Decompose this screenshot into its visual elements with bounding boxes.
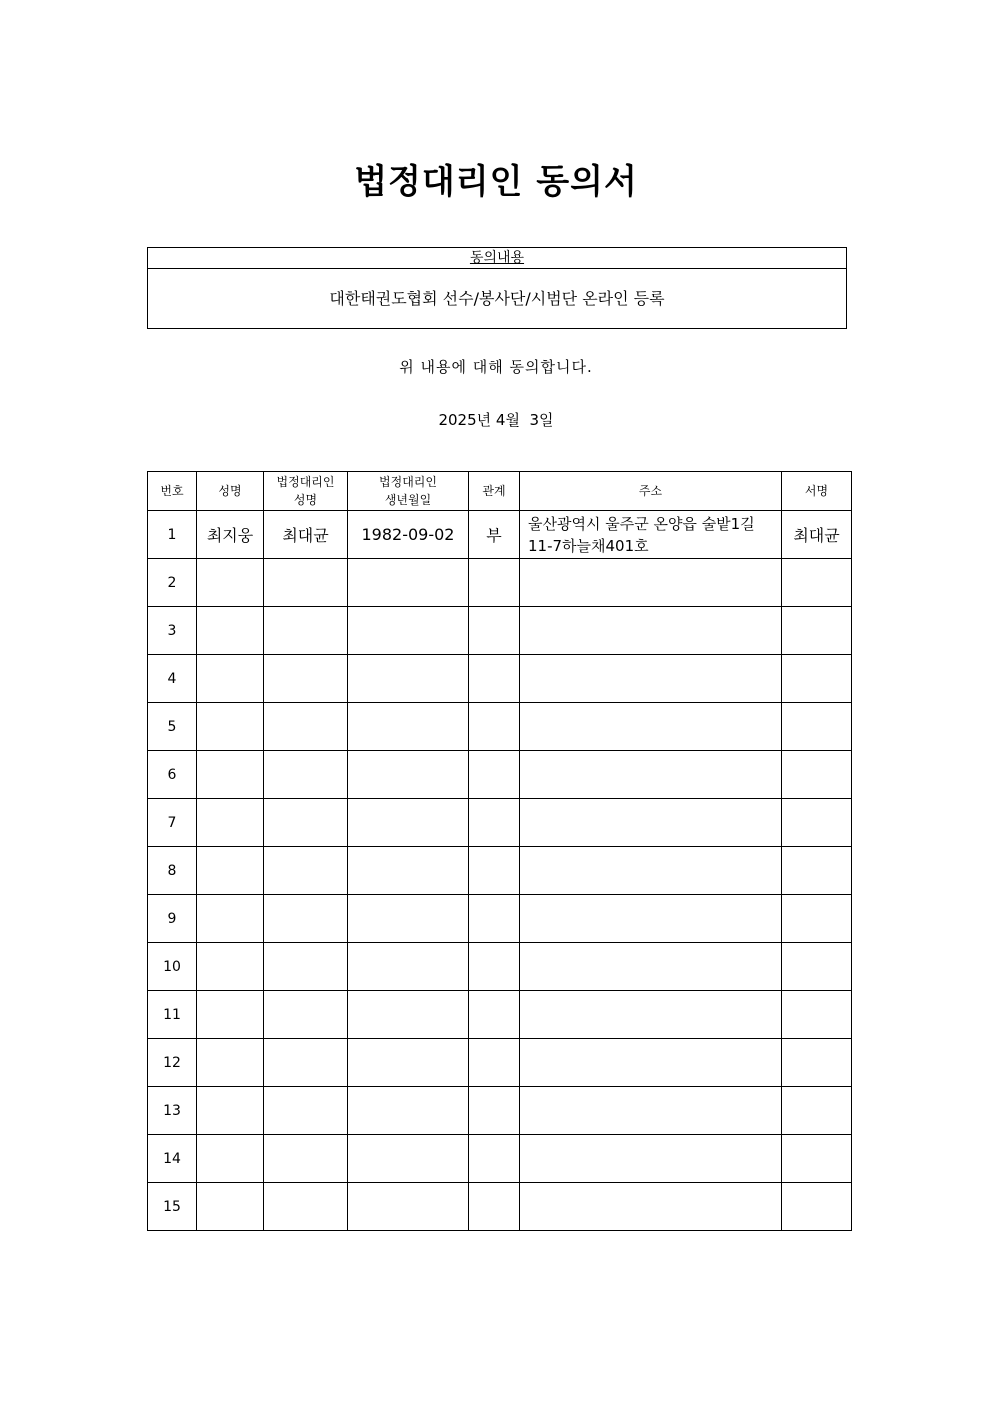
cell-number: 4 <box>148 655 197 703</box>
cell-guardian-name <box>264 1039 348 1087</box>
cell-signature <box>782 607 852 655</box>
header-relation: 관계 <box>469 472 520 511</box>
cell-relation <box>469 943 520 991</box>
cell-guardian-name <box>264 847 348 895</box>
cell-guardian-birth <box>348 751 469 799</box>
cell-number: 10 <box>148 943 197 991</box>
cell-signature <box>782 1087 852 1135</box>
cell-signature <box>782 1039 852 1087</box>
cell-guardian-name <box>264 1183 348 1231</box>
cell-name <box>197 1183 264 1231</box>
table-row <box>148 1039 852 1087</box>
cell-relation <box>469 1183 520 1231</box>
header-guardian-birth <box>348 472 469 511</box>
cell-signature <box>782 1135 852 1183</box>
cell-relation <box>469 1087 520 1135</box>
table-row <box>148 1135 852 1183</box>
cell-address <box>520 655 782 703</box>
cell-name <box>197 607 264 655</box>
header-address: 주소 <box>520 472 782 511</box>
table-row <box>148 847 852 895</box>
cell-guardian-birth <box>348 991 469 1039</box>
table-body <box>148 511 852 1231</box>
cell-name <box>197 943 264 991</box>
cell-address <box>520 559 782 607</box>
cell-relation <box>469 799 520 847</box>
cell-address: 울산광역시 울주군 온양읍 술밭1길 11-7하늘채401호 <box>520 511 782 559</box>
table-row <box>148 559 852 607</box>
cell-address <box>520 703 782 751</box>
cell-guardian-name <box>264 703 348 751</box>
cell-signature <box>782 1183 852 1231</box>
agree-statement: 위 내용에 대해 동의합니다. <box>399 358 593 376</box>
cell-signature <box>782 895 852 943</box>
cell-number: 11 <box>148 991 197 1039</box>
cell-address <box>520 1183 782 1231</box>
header-guardian-name <box>264 472 348 511</box>
cell-relation <box>469 895 520 943</box>
cell-name <box>197 751 264 799</box>
header-guardian-name-line2: 성명 <box>293 493 318 507</box>
cell-guardian-name <box>264 991 348 1039</box>
table-row <box>148 1087 852 1135</box>
cell-signature <box>782 991 852 1039</box>
cell-address <box>520 943 782 991</box>
cell-signature <box>782 847 852 895</box>
cell-number: 12 <box>148 1039 197 1087</box>
cell-relation <box>469 1039 520 1087</box>
cell-name <box>197 895 264 943</box>
cell-guardian-name <box>264 1135 348 1183</box>
header-guardian-name-line1: 법정대리인 <box>276 475 335 489</box>
table-row <box>148 655 852 703</box>
cell-name <box>197 655 264 703</box>
consent-content: 대한태권도협회 선수/봉사단/시범단 온라인 등록 <box>329 289 665 308</box>
cell-number: 2 <box>148 559 197 607</box>
cell-signature <box>782 559 852 607</box>
cell-address <box>520 607 782 655</box>
cell-guardian-name <box>264 559 348 607</box>
table-row <box>148 751 852 799</box>
cell-guardian-birth <box>348 847 469 895</box>
table-row <box>148 703 852 751</box>
cell-name <box>197 1039 264 1087</box>
cell-guardian-birth <box>348 607 469 655</box>
cell-guardian-birth <box>348 559 469 607</box>
cell-relation <box>469 991 520 1039</box>
cell-address <box>520 895 782 943</box>
cell-relation <box>469 607 520 655</box>
cell-number: 6 <box>148 751 197 799</box>
cell-address <box>520 1087 782 1135</box>
cell-number: 5 <box>148 703 197 751</box>
consent-date: 2025년 4월 3일 <box>438 411 554 429</box>
cell-name <box>197 1087 264 1135</box>
cell-relation <box>469 1135 520 1183</box>
table-row <box>148 895 852 943</box>
cell-relation: 부 <box>469 511 520 559</box>
cell-guardian-birth <box>348 1039 469 1087</box>
cell-address <box>520 1039 782 1087</box>
cell-guardian-birth <box>348 1087 469 1135</box>
cell-number: 7 <box>148 799 197 847</box>
cell-signature <box>782 799 852 847</box>
cell-relation <box>469 655 520 703</box>
cell-address <box>520 991 782 1039</box>
cell-number: 1 <box>148 511 197 559</box>
cell-guardian-birth <box>348 655 469 703</box>
cell-guardian-birth: 1982-09-02 <box>348 511 469 559</box>
cell-number: 8 <box>148 847 197 895</box>
table-row <box>148 991 852 1039</box>
consent-box <box>147 247 847 329</box>
cell-guardian-name <box>264 655 348 703</box>
cell-name <box>197 559 264 607</box>
cell-relation <box>469 703 520 751</box>
cell-relation <box>469 847 520 895</box>
cell-signature <box>782 751 852 799</box>
cell-guardian-birth <box>348 895 469 943</box>
table-header-row <box>148 472 852 511</box>
header-signature: 서명 <box>782 472 852 511</box>
cell-address <box>520 751 782 799</box>
table-row <box>148 1183 852 1231</box>
cell-address <box>520 799 782 847</box>
cell-name: 최지웅 <box>197 511 264 559</box>
cell-guardian-name <box>264 751 348 799</box>
cell-number: 3 <box>148 607 197 655</box>
registration-table <box>147 471 852 1231</box>
cell-number: 14 <box>148 1135 197 1183</box>
cell-number: 15 <box>148 1183 197 1231</box>
header-guardian-birth-line1: 법정대리인 <box>379 475 437 489</box>
header-guardian-birth-line2: 생년월일 <box>384 493 432 507</box>
cell-signature: 최대균 <box>782 511 852 559</box>
cell-guardian-name: 최대균 <box>264 511 348 559</box>
cell-guardian-name <box>264 943 348 991</box>
cell-signature <box>782 655 852 703</box>
cell-name <box>197 799 264 847</box>
cell-name <box>197 1135 264 1183</box>
cell-number: 9 <box>148 895 197 943</box>
cell-guardian-name <box>264 1087 348 1135</box>
cell-number: 13 <box>148 1087 197 1135</box>
cell-relation <box>469 751 520 799</box>
cell-name <box>197 847 264 895</box>
cell-address <box>520 1135 782 1183</box>
cell-guardian-birth <box>348 1135 469 1183</box>
cell-name <box>197 703 264 751</box>
consent-header <box>148 248 846 269</box>
cell-guardian-birth <box>348 799 469 847</box>
table-row <box>148 799 852 847</box>
cell-guardian-name <box>264 607 348 655</box>
table-row <box>148 943 852 991</box>
cell-signature <box>782 943 852 991</box>
cell-signature <box>782 703 852 751</box>
cell-guardian-birth <box>348 943 469 991</box>
cell-guardian-birth <box>348 1183 469 1231</box>
document-title: 법정대리인 동의서 <box>354 162 638 202</box>
table-row <box>148 607 852 655</box>
cell-guardian-name <box>264 799 348 847</box>
cell-guardian-birth <box>348 703 469 751</box>
cell-address <box>520 847 782 895</box>
table-row <box>148 511 852 559</box>
cell-guardian-name <box>264 895 348 943</box>
header-number: 번호 <box>148 472 197 511</box>
header-name: 성명 <box>197 472 264 511</box>
cell-name <box>197 991 264 1039</box>
consent-header-label: 동의내용 <box>469 250 525 266</box>
cell-relation <box>469 559 520 607</box>
